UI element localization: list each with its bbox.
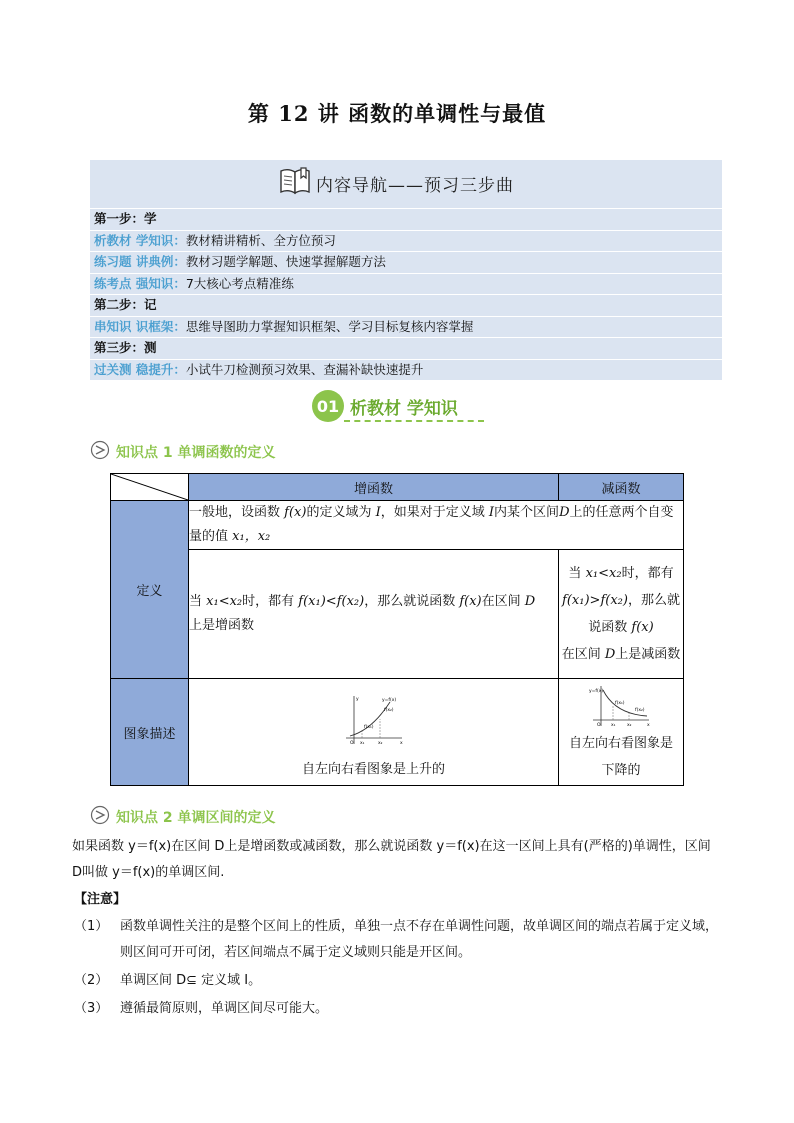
knowledge-point-1-heading: 知识点 1 单调函数的定义	[90, 440, 276, 464]
nav-item: 过关测 稳提升：小试牛刀检测预习效果、查漏补缺快速提升	[90, 360, 722, 382]
graph-label-x2: x₂	[627, 723, 632, 728]
row-label-definition: 定义	[111, 501, 189, 679]
nav-item: 析教材 学知识：教材精讲精析、全方位预习	[90, 231, 722, 253]
graph-label-fx2: f(x₂)	[635, 708, 645, 713]
monotonic-interval-paragraph: 如果函数 y＝f(x)在区间 D上是增函数或减函数，那么就说函数 y＝f(x)在这一区间上具有(严格的)单调性，区间 D叫做 y＝f(x)的单调区间.	[72, 839, 711, 880]
step2: 第二步：记	[90, 295, 722, 317]
header-decreasing: 减函数	[559, 474, 684, 501]
increasing-graph-cell	[189, 679, 559, 786]
header-increasing: 增函数	[189, 474, 559, 501]
graph-label-o: O	[597, 723, 601, 728]
increasing-graph	[342, 694, 406, 748]
graph-label-fx1: f(x₁)	[363, 724, 374, 730]
note-item: （1） 函数单调性关注的是整个区间上的性质，单独一点不存在单调性问题，故单调区间的端点若属于定义域，则区间可开可闭，若区间端点不属于定义域则只能是开区间。	[74, 919, 719, 960]
monotonic-function-table	[110, 473, 684, 786]
section-underline	[344, 420, 484, 422]
graph-label-x1: x₁	[359, 740, 364, 746]
section-number: 01	[312, 390, 344, 422]
increasing-definition-cell: 当 x₁<x₂时，都有 f(x₁)<f(x₂)，那么就说函数 f(x)在区间 D 上是增函数	[189, 550, 559, 679]
graph-label-o: O	[349, 740, 354, 746]
common-definition-cell: 一般地，设函数 f(x)的定义域为 I，如果对于定义域 I内某个区间D上的任意两个自变量的值 x₁，x₂	[189, 501, 684, 550]
graph-label-x1: x₁	[611, 723, 616, 728]
decreasing-graph	[589, 684, 653, 728]
row-label-graph: 图象描述	[111, 679, 189, 786]
section-label: 析教材 学知识	[350, 398, 458, 419]
graph-label-x2: x₂	[377, 740, 382, 746]
graph-label-curve: y=f(x)	[589, 689, 604, 694]
graph-label-y: y	[355, 696, 359, 702]
arrow-circle-icon	[90, 805, 110, 829]
arrow-circle-icon	[90, 440, 110, 464]
step3: 第三步：测	[90, 338, 722, 360]
section-heading	[312, 390, 458, 422]
nav-item: 练考点 强知识：7大核心考点精准练	[90, 274, 722, 296]
diagonal-header-cell	[111, 474, 189, 501]
note-heading: 【注意】	[74, 892, 127, 907]
content-navigation-box	[90, 160, 722, 380]
decreasing-graph-caption: 自左向右看图象是下降的	[568, 736, 673, 778]
book-icon	[278, 166, 312, 200]
graph-label-fx1: f(x₁)	[615, 701, 625, 706]
note-item: （3） 遵循最简原则，单调区间尽可能大。	[74, 1001, 329, 1016]
note-item: （2） 单调区间 D⊆ 定义域 I。	[74, 973, 262, 988]
knowledge-point-2-heading: 知识点 2 单调区间的定义	[90, 805, 276, 829]
graph-label-curve: y=f(x)	[381, 697, 396, 703]
nav-header	[90, 160, 722, 209]
graph-label-x: x	[399, 740, 403, 746]
nav-item: 串知识 识框架：思维导图助力掌握知识框架、学习目标复核内容掌握	[90, 317, 722, 339]
nav-header-text: 内容导航——预习三步曲	[316, 175, 514, 196]
increasing-graph-caption: 自左向右看图象是上升的	[301, 761, 445, 777]
page-title: 第 12 讲 函数的单调性与最值	[247, 101, 547, 126]
decreasing-graph-cell	[559, 679, 684, 786]
step1: 第一步：学	[90, 209, 722, 231]
graph-label-x: x	[647, 723, 650, 728]
decreasing-definition-cell: 当 x₁<x₂时，都有 f(x₁)>f(x₂)，那么就说函数 f(x) 在区间 D上是减函数	[559, 550, 684, 679]
graph-label-fx2: f(x₂)	[383, 707, 394, 713]
nav-item: 练习题 讲典例：教材习题学解题、快速掌握解题方法	[90, 252, 722, 274]
